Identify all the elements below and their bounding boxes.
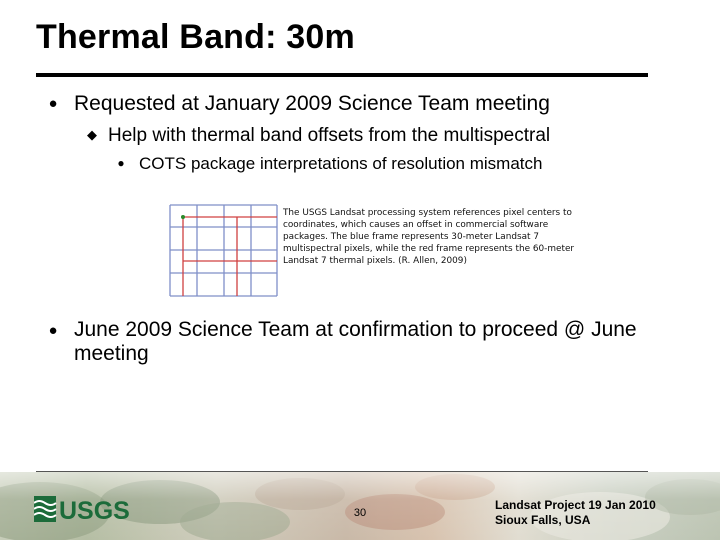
pixel-grid-figure xyxy=(167,203,279,297)
figure-caption: The USGS Landsat processing system references pixel centers to coordinates, which causes an offset in commercial software packages. The blue frame represents 30-meter Landsat 7 multispectral pixels, while the red frame represents the 60-meter Landsat 7 thermal pixels. (R. Allen, 2009) xyxy=(283,208,575,266)
bullet-level2-help xyxy=(76,125,550,147)
bullet-diamond-icon: ◆ xyxy=(87,127,97,142)
slide-title: Thermal Band: 30m xyxy=(36,18,355,56)
footer-project-line: Landsat Project 19 Jan 2010 xyxy=(495,498,656,512)
bullet-text: COTS package interpretations of resolution mismatch xyxy=(139,154,543,173)
usgs-logo xyxy=(34,494,134,524)
usgs-logo-text: USGS xyxy=(59,497,130,524)
bullet-level1-june xyxy=(32,318,672,366)
footer-location-line: Sioux Falls, USA xyxy=(495,513,591,527)
bullet-level3-cots xyxy=(103,154,542,174)
title-underline xyxy=(36,73,648,77)
bullet-dot-icon: ● xyxy=(48,322,58,339)
bullet-level1-requested xyxy=(32,92,550,116)
bullet-text: Help with thermal band offsets from the multispectral xyxy=(108,125,551,146)
bullet-dot-icon: ● xyxy=(48,95,58,112)
bullet-text: Requested at January 2009 Science Team meeting xyxy=(74,92,550,115)
pixel-center-dot xyxy=(181,215,185,219)
bullet-text: June 2009 Science Team at confirmation to proceed @ June meeting xyxy=(74,318,637,365)
bullet-dot-icon: ● xyxy=(117,156,125,170)
footer-info xyxy=(495,498,656,528)
page-number: 30 xyxy=(353,507,367,519)
